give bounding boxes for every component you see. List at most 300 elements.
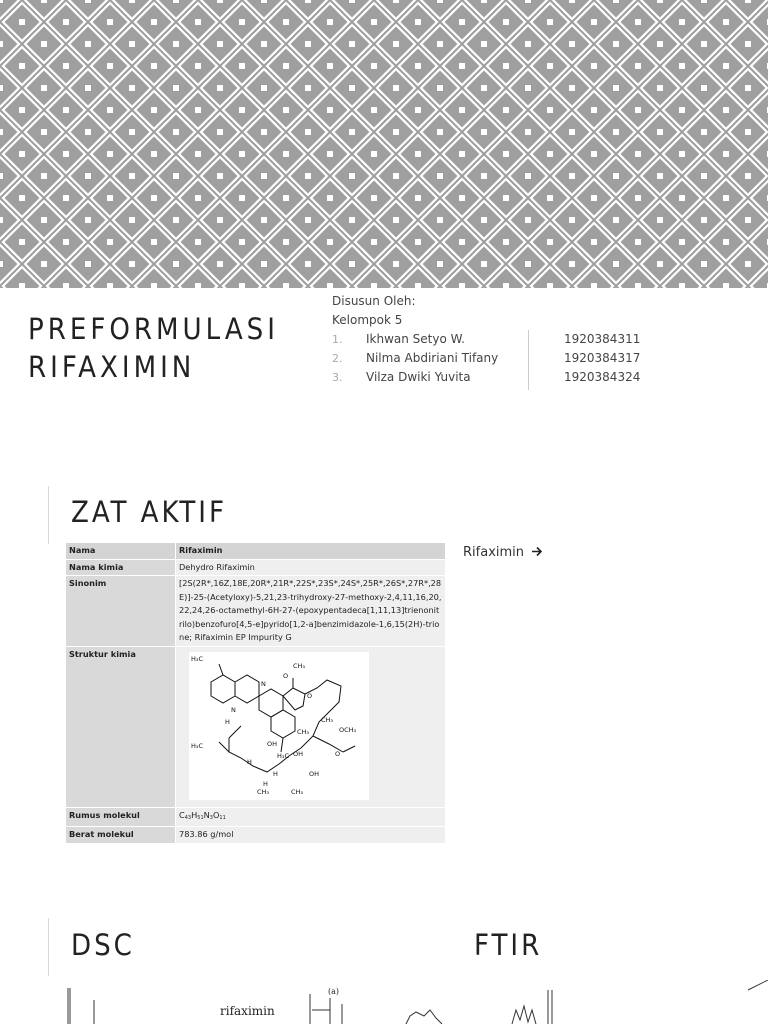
- pattern-dot: [107, 239, 113, 245]
- pattern-dot: [85, 261, 91, 267]
- pattern-dot: [657, 129, 663, 135]
- structure-label: H₃C: [191, 654, 204, 663]
- pattern-dot: [327, 107, 333, 113]
- table-key: Nama kimia: [66, 559, 176, 576]
- pattern-dot: [85, 129, 91, 135]
- pattern-dot: [481, 173, 487, 179]
- pattern-dot: [547, 239, 553, 245]
- pattern-dot: [393, 261, 399, 267]
- pattern-dot: [459, 63, 465, 69]
- table-key: Struktur kimia: [66, 646, 176, 807]
- pattern-dot: [217, 173, 223, 179]
- pattern-dot: [19, 107, 25, 113]
- pattern-dot: [459, 195, 465, 201]
- pattern-dot: [107, 195, 113, 201]
- pattern-dot: [173, 41, 179, 47]
- pattern-dot: [723, 19, 729, 25]
- structure-label: OH: [293, 749, 304, 758]
- pattern-dot: [107, 283, 113, 288]
- compound-info-table: [65, 542, 446, 844]
- ftir-trace: [512, 1006, 536, 1024]
- pattern-dot: [745, 217, 751, 223]
- pattern-dot: [129, 85, 135, 91]
- pattern-dot: [613, 0, 619, 3]
- pattern-dot: [657, 85, 663, 91]
- pattern-dot: [85, 173, 91, 179]
- pattern-dot: [591, 19, 597, 25]
- presentation-title: [28, 310, 279, 386]
- pattern-dot: [327, 283, 333, 288]
- pattern-dot: [503, 195, 509, 201]
- pattern-dot: [107, 151, 113, 157]
- pattern-dot: [701, 217, 707, 223]
- arrow-right-icon: [531, 546, 543, 557]
- pattern-dot: [745, 173, 751, 179]
- pattern-dot: [371, 239, 377, 245]
- pattern-dot: [415, 195, 421, 201]
- member-nim: 1920384311: [564, 332, 641, 346]
- table-value: [176, 807, 446, 827]
- dsc-ftir-slide: [0, 900, 768, 1024]
- pattern-dot: [569, 129, 575, 135]
- pattern-dot: [327, 195, 333, 201]
- pattern-dot: [503, 107, 509, 113]
- pattern-dot: [305, 217, 311, 223]
- pattern-dot: [547, 107, 553, 113]
- pattern-dot: [151, 151, 157, 157]
- pattern-dot: [569, 41, 575, 47]
- pattern-dot: [569, 0, 575, 3]
- pattern-dot: [437, 173, 443, 179]
- pattern-dot: [437, 41, 443, 47]
- pattern-dot: [195, 19, 201, 25]
- pattern-dot: [151, 63, 157, 69]
- column-divider: [528, 330, 529, 390]
- pattern-dot: [349, 261, 355, 267]
- pattern-dot: [613, 85, 619, 91]
- pattern-dot: [679, 239, 685, 245]
- pattern-dot: [723, 151, 729, 157]
- pattern-dot: [217, 85, 223, 91]
- pattern-dot: [415, 107, 421, 113]
- pattern-dot: [481, 0, 487, 3]
- pattern-dot: [437, 129, 443, 135]
- pattern-dot: [679, 63, 685, 69]
- pattern-dot: [525, 0, 531, 3]
- pattern-dot: [19, 239, 25, 245]
- pattern-dot: [503, 151, 509, 157]
- structure-label: CH₃: [291, 787, 304, 796]
- pattern-dot: [349, 217, 355, 223]
- pattern-dot: [503, 63, 509, 69]
- pattern-dot: [283, 107, 289, 113]
- pattern-dot: [701, 85, 707, 91]
- pattern-dot: [547, 195, 553, 201]
- pattern-dot: [0, 173, 3, 179]
- pattern-dot: [591, 195, 597, 201]
- rifaximin-link[interactable]: [463, 545, 543, 560]
- pattern-dot: [217, 0, 223, 3]
- pattern-dot: [525, 173, 531, 179]
- table-value: 783.86 g/mol: [176, 827, 446, 844]
- pattern-dot: [173, 261, 179, 267]
- pattern-dot: [19, 151, 25, 157]
- pattern-dot: [745, 261, 751, 267]
- pattern-dot: [283, 195, 289, 201]
- dsc-axis: [68, 988, 70, 1024]
- pattern-dot: [371, 283, 377, 288]
- pattern-dot: [239, 151, 245, 157]
- pattern-dot: [613, 173, 619, 179]
- pattern-dot: [613, 217, 619, 223]
- pattern-dot: [415, 19, 421, 25]
- pattern-dot: [569, 217, 575, 223]
- pattern-dot: [679, 19, 685, 25]
- pattern-dot: [481, 261, 487, 267]
- pattern-dot: [261, 261, 267, 267]
- pattern-dot: [129, 0, 135, 3]
- pattern-dot: [217, 217, 223, 223]
- pattern-dot: [283, 283, 289, 288]
- pattern-dot: [151, 107, 157, 113]
- pattern-dot: [239, 19, 245, 25]
- pattern-dot: [613, 41, 619, 47]
- authors-label: Disusun Oleh:: [332, 294, 416, 308]
- pattern-dot: [635, 195, 641, 201]
- rifaximin-label: Rifaximin: [463, 545, 525, 560]
- pattern-dot: [591, 239, 597, 245]
- pattern-dot: [261, 217, 267, 223]
- pattern-dot: [261, 173, 267, 179]
- pattern-dot: [635, 107, 641, 113]
- structure-label: CH₃: [257, 787, 270, 796]
- pattern-dot: [679, 151, 685, 157]
- pattern-dot: [41, 129, 47, 135]
- pattern-dot: [19, 195, 25, 201]
- pattern-dot: [525, 85, 531, 91]
- geometric-pattern-banner: [0, 0, 768, 288]
- pattern-dot: [195, 63, 201, 69]
- pattern-dot: [371, 107, 377, 113]
- pattern-dot: [547, 19, 553, 25]
- pattern-dot: [151, 19, 157, 25]
- table-key: Berat molekul: [66, 827, 176, 844]
- structure-label: O: [335, 749, 341, 758]
- pattern-dot: [547, 63, 553, 69]
- pattern-dot: [437, 85, 443, 91]
- pattern-dot: [371, 151, 377, 157]
- heading-accent-bar: [48, 486, 49, 544]
- pattern-dot: [569, 261, 575, 267]
- formula-part: C: [179, 809, 185, 820]
- structure-label: CH₃: [321, 715, 334, 724]
- pattern-dot: [701, 41, 707, 47]
- pattern-dot: [305, 85, 311, 91]
- pattern-dot: [19, 19, 25, 25]
- structure-label: OH: [309, 769, 320, 778]
- pattern-dot: [547, 151, 553, 157]
- pattern-dot: [349, 41, 355, 47]
- pattern-dot: [459, 283, 465, 288]
- pattern-dot: [173, 85, 179, 91]
- pattern-dot: [415, 63, 421, 69]
- pattern-dot: [41, 217, 47, 223]
- pattern-dot: [393, 129, 399, 135]
- pattern-dot: [525, 217, 531, 223]
- formula-part: N: [203, 809, 210, 820]
- pattern-dot: [459, 107, 465, 113]
- heading-accent-bar: [48, 918, 49, 976]
- pattern-dot: [635, 151, 641, 157]
- pattern-dot: [657, 261, 663, 267]
- spectrum-label: rifaximin: [220, 1004, 275, 1018]
- member-name: Ikhwan Setyo W.: [366, 332, 465, 346]
- pattern-dot: [371, 19, 377, 25]
- pattern-dot: [393, 41, 399, 47]
- pattern-dot: [173, 173, 179, 179]
- pattern-dot: [239, 195, 245, 201]
- pattern-dot: [745, 85, 751, 91]
- table-value: Dehydro Rifaximin: [176, 559, 446, 576]
- pattern-dot: [283, 63, 289, 69]
- pattern-dot: [525, 261, 531, 267]
- pattern-dot: [327, 19, 333, 25]
- pattern-dot: [173, 129, 179, 135]
- pattern-dot: [305, 41, 311, 47]
- pattern-dot: [613, 261, 619, 267]
- pattern-dot: [195, 283, 201, 288]
- member-row: [332, 349, 652, 368]
- pattern-dot: [85, 0, 91, 3]
- structure-label: H: [273, 769, 278, 778]
- pattern-dot: [41, 173, 47, 179]
- pattern-dot: [63, 239, 69, 245]
- pattern-dot: [415, 239, 421, 245]
- title-line-2: RIFAXIMIN: [28, 350, 196, 384]
- pattern-dot: [217, 41, 223, 47]
- pattern-dot: [305, 0, 311, 3]
- dsc-heading: DSC: [71, 928, 135, 962]
- pattern-dot: [371, 195, 377, 201]
- pattern-dot: [305, 261, 311, 267]
- pattern-dot: [481, 129, 487, 135]
- pattern-dot: [393, 173, 399, 179]
- pattern-dot: [635, 19, 641, 25]
- authors-block: [332, 292, 416, 330]
- pattern-dot: [63, 151, 69, 157]
- structure-label: H: [263, 779, 268, 788]
- structure-label: O: [307, 691, 313, 700]
- member-nim: 1920384317: [564, 351, 641, 365]
- pattern-dot: [327, 63, 333, 69]
- table-row: [66, 576, 446, 647]
- structure-label: H₃C: [191, 741, 204, 750]
- pattern-dot: [481, 41, 487, 47]
- structure-label: H₃C: [277, 751, 290, 760]
- group-label: Kelompok 5: [332, 313, 403, 327]
- pattern-dot: [481, 217, 487, 223]
- structure-label: N: [261, 679, 266, 688]
- pattern-dot: [657, 217, 663, 223]
- member-row: [332, 368, 652, 387]
- table-value: [2S(2R*,16Z,18E,20R*,21R*,22S*,23S*,24S*,25R*,26S*,27R*,28E)]-25-(Acetyloxy)-5,21,23-trihydroxy-27-methoxy-2,4,11,16,20,22,24,26-octamethyl-6H-27-(epoxypentadeca[1,11,13]trienonitrilo)benzofuro[4,5-e]pyrido[1,2-a]benzimidazole-1,6,15(2H)-trione; Rifaximin EP Impurity G: [176, 576, 446, 647]
- pattern-dot: [217, 129, 223, 135]
- formula-part: O: [212, 809, 220, 820]
- pattern-dot: [393, 85, 399, 91]
- pattern-dot: [85, 217, 91, 223]
- pattern-dot: [0, 85, 3, 91]
- pattern-dot: [195, 195, 201, 201]
- pattern-dot: [591, 283, 597, 288]
- pattern-dot: [723, 63, 729, 69]
- pattern-dot: [635, 283, 641, 288]
- pattern-dot: [41, 41, 47, 47]
- pattern-dot: [635, 63, 641, 69]
- formula-part: 11: [219, 814, 226, 821]
- pattern-dot: [129, 261, 135, 267]
- pattern-dot: [283, 19, 289, 25]
- pattern-dot: [437, 0, 443, 3]
- pattern-dot: [173, 217, 179, 223]
- pattern-dot: [327, 239, 333, 245]
- title-line-1: PREFORMULASI: [28, 312, 279, 346]
- pattern-dot: [437, 261, 443, 267]
- pattern-dot: [569, 173, 575, 179]
- pattern-dot: [591, 151, 597, 157]
- pattern-dot: [107, 63, 113, 69]
- pattern-dot: [129, 41, 135, 47]
- pattern-dot: [349, 129, 355, 135]
- structure-label: OCH₃: [339, 725, 357, 734]
- pattern-dot: [129, 217, 135, 223]
- table-row: [66, 559, 446, 576]
- pattern-dot: [195, 239, 201, 245]
- member-number: 1.: [332, 333, 343, 346]
- structure-label: CH₃: [293, 661, 306, 670]
- pattern-dot: [261, 85, 267, 91]
- pattern-dot: [283, 151, 289, 157]
- pattern-dot: [261, 0, 267, 3]
- pattern-dot: [195, 107, 201, 113]
- pattern-dot: [349, 173, 355, 179]
- ftir-trace: [406, 1010, 442, 1024]
- pattern-dot: [239, 63, 245, 69]
- pattern-dot: [393, 0, 399, 3]
- pattern-dot: [239, 107, 245, 113]
- pattern-dot: [701, 261, 707, 267]
- pattern-dot: [569, 85, 575, 91]
- pattern-dot: [679, 283, 685, 288]
- pattern-dot: [41, 85, 47, 91]
- pattern-dot: [679, 195, 685, 201]
- pattern-dot: [613, 129, 619, 135]
- pattern-dot: [19, 63, 25, 69]
- formula-part: 51: [197, 814, 204, 821]
- ftir-axis: [548, 980, 768, 1024]
- pattern-dot: [0, 217, 3, 223]
- pattern-dot: [371, 63, 377, 69]
- pattern-dot: [129, 173, 135, 179]
- pattern-dot: [503, 239, 509, 245]
- member-number: 2.: [332, 352, 343, 365]
- member-row: [332, 330, 652, 349]
- pattern-dot: [107, 107, 113, 113]
- pattern-dot: [701, 173, 707, 179]
- pattern-dot: [327, 151, 333, 157]
- pattern-dot: [0, 0, 3, 3]
- rifaximin-structure-image: [189, 652, 369, 800]
- pattern-dot: [63, 195, 69, 201]
- member-name: Vilza Dwiki Yuvita: [366, 370, 471, 384]
- structure-label: CH₃: [297, 727, 310, 736]
- pattern-dot: [745, 129, 751, 135]
- pattern-dot: [0, 129, 3, 135]
- pattern-dot: [85, 41, 91, 47]
- pattern-dot: [503, 283, 509, 288]
- pattern-dot: [415, 151, 421, 157]
- pattern-dot: [261, 129, 267, 135]
- slide-heading: ZAT AKTIF: [71, 495, 227, 529]
- pattern-dot: [85, 85, 91, 91]
- pattern-dot: [459, 19, 465, 25]
- pattern-dot: [305, 173, 311, 179]
- pattern-dot: [0, 261, 3, 267]
- pattern-dot: [657, 173, 663, 179]
- structure-label: OH: [267, 739, 278, 748]
- formula-part: 43: [184, 814, 192, 821]
- ftir-heading: FTIR: [474, 928, 543, 962]
- structure-label: N: [231, 705, 236, 714]
- pattern-dot: [657, 41, 663, 47]
- pattern-dot: [503, 19, 509, 25]
- pattern-dot: [217, 261, 223, 267]
- structure-label: H: [247, 757, 252, 766]
- pattern-dot: [745, 41, 751, 47]
- ftir-tag: (a): [328, 987, 340, 996]
- pattern-dot: [481, 85, 487, 91]
- pattern-dot: [591, 63, 597, 69]
- pattern-dot: [591, 107, 597, 113]
- pattern-dot: [459, 151, 465, 157]
- ftir-axis: [310, 994, 342, 1024]
- pattern-dot: [525, 129, 531, 135]
- table-key: Nama: [66, 543, 176, 560]
- pattern-dot: [547, 283, 553, 288]
- pattern-dot: [63, 63, 69, 69]
- pattern-dot: [723, 107, 729, 113]
- member-nim: 1920384324: [564, 370, 641, 384]
- pattern-dot: [349, 85, 355, 91]
- table-value: [176, 646, 446, 807]
- pattern-dot: [701, 0, 707, 3]
- pattern-dot: [723, 195, 729, 201]
- pattern-dot: [41, 0, 47, 3]
- pattern-dot: [19, 283, 25, 288]
- structure-label: O: [283, 671, 289, 680]
- pattern-dot: [305, 129, 311, 135]
- pattern-dot: [349, 0, 355, 3]
- formula-part: 3: [209, 814, 213, 821]
- pattern-dot: [63, 283, 69, 288]
- pattern-dot: [679, 107, 685, 113]
- pattern-dot: [0, 41, 3, 47]
- pattern-dot: [129, 129, 135, 135]
- table-row: [66, 543, 446, 560]
- pattern-dot: [63, 19, 69, 25]
- pattern-dot: [107, 19, 113, 25]
- pattern-dot: [723, 283, 729, 288]
- member-name: Nilma Abdiriani Tifany: [366, 351, 499, 365]
